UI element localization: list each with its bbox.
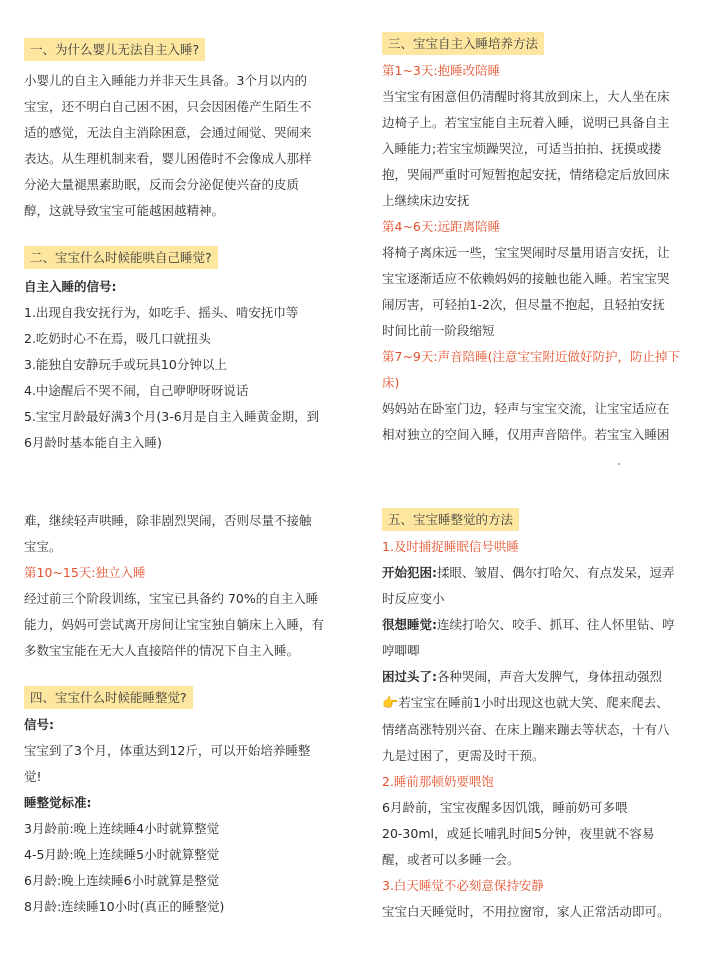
paragraph-line: 能力，妈妈可尝试离开房间让宝宝独自躺床上入睡，有 [24,617,325,632]
paragraph-line: 闹厉害，可轻拍1-2次，但尽量不抱起，且轻拍安抚 [382,297,665,312]
section-heading-3: 三、宝宝自主入睡培养方法 [382,32,544,55]
stage-title: 第10~15天:独立入睡 [24,565,146,580]
paragraph-line: 难，继续轻声哄睡，除非剧烈哭闹，否则尽量不接触 [24,513,312,528]
paragraph-line: 宝宝逐渐适应不依赖妈妈的接触也能入睡。若宝宝哭 [382,271,670,286]
paragraph-line: 将椅子离床远一些，宝宝哭闹时尽量用语言安抚，让 [382,245,670,260]
paragraph-line: 宝宝到了3个月，体重达到12斤，可以开始培养睡整 [24,743,311,758]
list-item: 4.中途醒后不哭不闹，自己咿咿呀呀说话 [24,383,249,398]
stage-title: 床) [382,375,400,390]
paragraph-line: 适的感觉，无法自主消除困意，会通过闹觉、哭闹来 [24,125,312,140]
left-column-top [24,38,342,456]
paragraph-line: 宝宝白天睡觉时，不用拉窗帘，家人正常活动即可。 [382,904,670,919]
paragraph-line: 经过前三个阶段训练，宝宝已具备约 70%的自主入睡 [24,591,319,606]
list-item: 8月龄:连续睡10小时(真正的睡整觉) [24,899,225,914]
method-title: 3.白天睡觉不必刻意保持安静 [382,878,544,893]
paragraph-line: 分泌大量褪黑素助眠，反而会分泌促使兴奋的皮质 [24,177,300,192]
list-item: 6月龄时基本能自主入睡) [24,435,162,450]
paragraph-line: 妈妈站在卧室门边，轻声与宝宝交流，让宝宝适应在 [382,401,670,416]
section-heading-5: 五、宝宝睡整觉的方法 [382,508,519,531]
paragraph-line: 时间比前一阶段缩短 [382,323,495,338]
paragraph-line: 20-30ml，或延长哺乳时间5分钟，夜里就不容易 [382,826,655,841]
list-item: 5.宝宝月龄最好满3个月(3-6月是自主入睡黄金期，到 [24,409,320,424]
section-4-body [24,712,342,920]
paragraph-line: 九是过困了，更需及时干预。 [382,748,545,763]
section-5-body [382,534,700,925]
paragraph-line [382,664,700,690]
list-item: 6月龄:晚上连续睡6小时就算是整觉 [24,873,220,888]
paragraph-line: 宝宝，还不明白自己困不困，只会因困倦产生陌生不 [24,99,312,114]
paragraph-line: 上继续床边安抚 [382,193,470,208]
paragraph-line: 哼唧唧 [382,643,420,658]
paragraph-line: 入睡能力;若宝宝烦躁哭泣，可适当拍拍、抚摸或搂 [382,141,662,156]
subheading: 睡整觉标准: [24,795,92,810]
paragraph-line [382,612,700,638]
paragraph-line: 醇，这就导致宝宝可能越困越精神。 [24,203,225,218]
paragraph-line [382,560,700,586]
section-2-body [24,274,342,456]
list-item: 3.能独自安静玩手或玩具10分钟以上 [24,357,227,372]
paragraph-line: 觉! [24,769,42,784]
right-column-top [382,32,700,448]
section-heading-1: 一、为什么婴儿无法自主入睡? [24,38,205,61]
stage-title: 第1~3天:抱睡改陪睡 [382,63,501,78]
text: 连续打哈欠、咬手、抓耳、往人怀里钻、哼 [437,617,675,632]
paragraph-line: 宝宝。 [24,539,62,554]
section-heading-4: 四、宝宝什么时候能睡整觉? [24,686,193,709]
subheading: 信号: [24,717,54,732]
paragraph-line: 醒，或者可以多睡一会。 [382,852,520,867]
section-3-body [382,58,700,448]
stage-title: 第7~9天:声音陪睡(注意宝宝附近做好防护，防止掉下 [382,349,680,364]
paragraph-line: 情绪高涨特别兴奋、在床上蹦来蹦去等状态，十有八 [382,722,670,737]
separator-dot [618,463,620,465]
paragraph-line: 多数宝宝能在无大人直接陪伴的情况下自主入睡。 [24,643,300,658]
paragraph-line: 时反应变小 [382,591,445,606]
paragraph-line: 当宝宝有困意但仍清醒时将其放到床上，大人坐在床 [382,89,670,104]
list-item: 4-5月龄:晚上连续睡5小时就算整觉 [24,847,220,862]
text: 揉眼、皱眉、偶尔打哈欠、有点发呆，逗弄 [437,565,675,580]
label: 很想睡觉: [382,617,437,632]
method-title: 1.及时捕捉睡眠信号哄睡 [382,539,519,554]
list-item: 2.吃奶时心不在焉，吸几口就扭头 [24,331,211,346]
label: 开始犯困: [382,565,437,580]
paragraph-line: 抱，哭闹严重时可短暂抱起安抚，情绪稳定后放回床 [382,167,670,182]
text: 若宝宝在睡前1小时出现这也就大笑、爬来爬去、 [398,695,669,710]
method-title: 2.睡前那顿奶要喂饱 [382,774,494,789]
paragraph-line: 边椅子上。若宝宝能自主玩着入睡，说明已具备自主 [382,115,670,130]
paragraph-line: 小婴儿的自主入睡能力并非天生具备。3个月以内的 [24,73,307,88]
subheading: 自主入睡的信号: [24,279,117,294]
paragraph-line: 6月龄前，宝宝夜醒多因饥饿，睡前奶可多喂 [382,800,628,815]
label: 困过头了: [382,669,437,684]
right-column-bottom [382,508,700,925]
paragraph-line [382,690,700,717]
paragraph-line: 表达。从生理机制来看，婴儿困倦时不会像成人那样 [24,151,312,166]
list-item: 3月龄前:晚上连续睡4小时就算整觉 [24,821,220,836]
section-1-body [24,68,342,224]
text: 各种哭闹，声音大发脾气，身体扭动强烈 [437,669,663,684]
left-column-bottom [24,508,342,920]
section-heading-2: 二、宝宝什么时候能哄自己睡觉? [24,246,218,269]
list-item: 1.出现自我安抚行为，如吃手、摇头、啃安抚巾等 [24,305,299,320]
pointing-hand-icon: 👉 [382,696,399,711]
stage-title: 第4~6天:远距离陪睡 [382,219,501,234]
paragraph-line: 相对独立的空间入睡，仅用声音陪伴。若宝宝入睡困 [382,427,670,442]
